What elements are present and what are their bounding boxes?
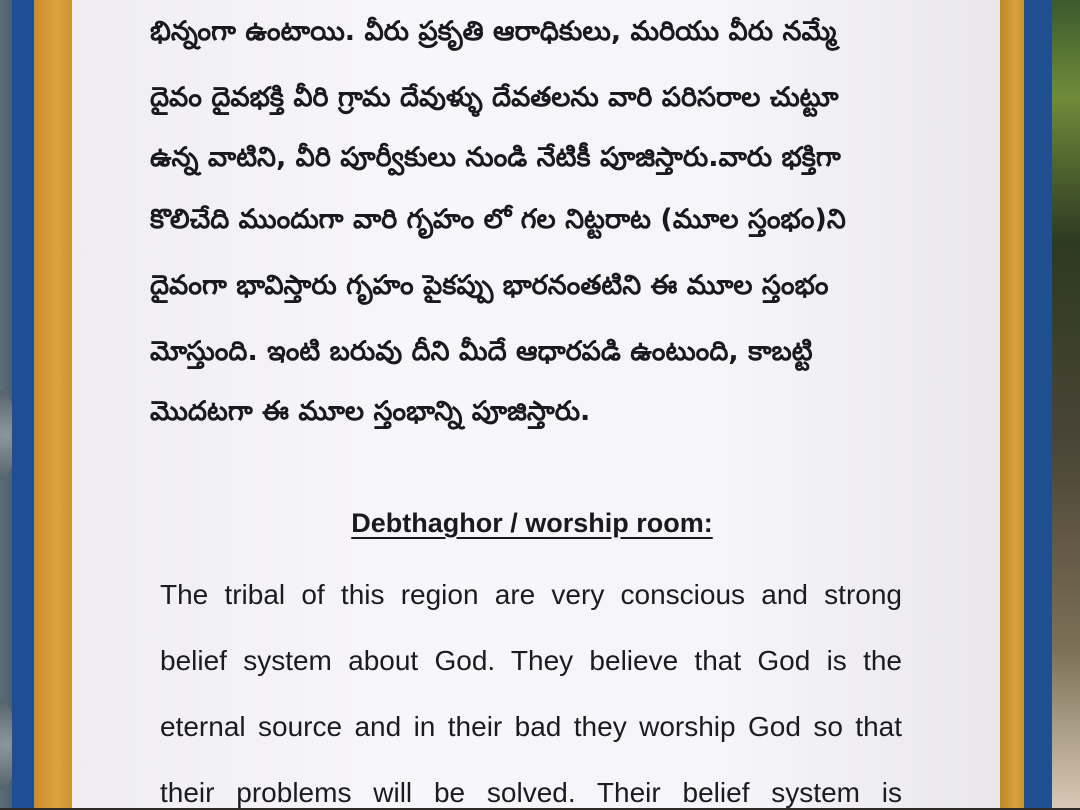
english-text-line: eternal source and in their bad they worship God so that [160, 711, 902, 742]
background-right [1052, 0, 1080, 808]
telugu-text-line: దైవం దైవభక్తి వీరి గ్రామ దేవుళ్ళు దేవతలను వారి పరిసరాల చుట్టూ [150, 82, 839, 113]
board-frame-left-blue [12, 0, 36, 808]
english-text-line: belief system about God. They believe that God is the [160, 645, 902, 676]
section-heading: Debthaghor / worship room: [351, 508, 713, 538]
telugu-text-line: కొలిచేది ముందుగా వారి గృహం లో గల నిట్టరాట (మూల స్తంభం)ని [150, 204, 846, 235]
english-text-line: their problems will be solved. Their belief system is [160, 777, 902, 808]
board-frame-left-orange [34, 0, 74, 808]
telugu-text-line: మొదటగా ఈ మూల స్తంభాన్ని పూజిస్తారు. [150, 396, 591, 427]
telugu-text-line: దైవంగా భావిస్తారు గృహం పైకప్పు భారనంతటిని ఈ మూల స్తంభం [150, 270, 829, 301]
telugu-text-line: భిన్నంగా ఉంటాయి. వీరు ప్రకృతి ఆరాధికులు, మరియు వీరు నమ్మే [150, 16, 837, 47]
telugu-text-line: ఉన్న వాటిని, వీరి పూర్వీకులు నుండి నేటికీ పూజిస్తారు.వారు భక్తిగా [150, 142, 841, 173]
english-text-line: The tribal of this region are very conscious and strong [160, 579, 902, 610]
telugu-text-line: మోస్తుంది. ఇంటి బరువు దీని మీదే ఆధారపడి ఉంటుంది, కాబట్టి [150, 336, 813, 367]
